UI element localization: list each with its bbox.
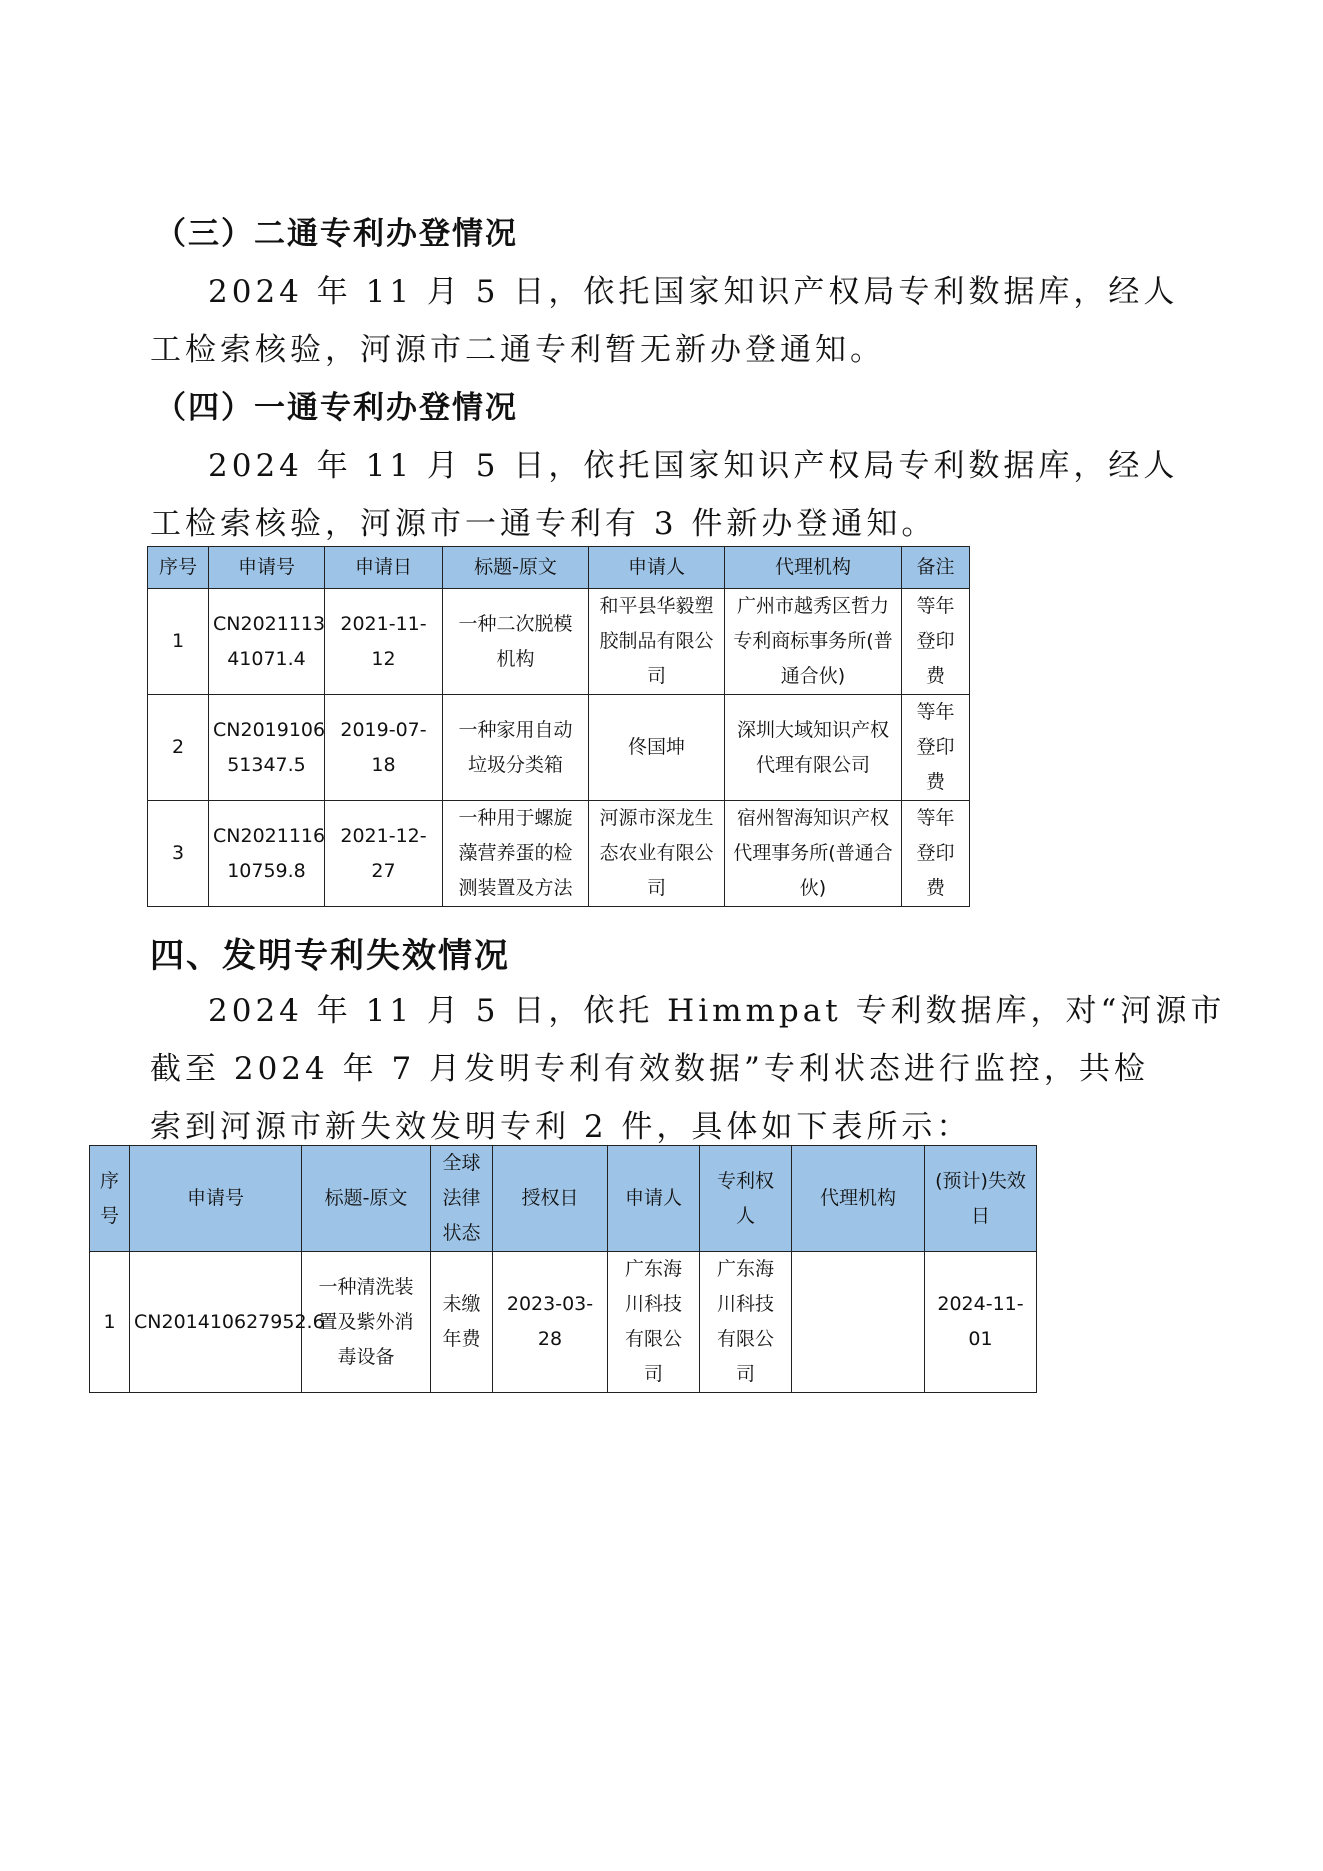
header-agency: 代理机构	[792, 1146, 925, 1252]
header-agency: 代理机构	[725, 547, 902, 589]
section-3-title: （三）二通专利办登情况	[155, 216, 518, 252]
cell-legal-status: 未缴 年费	[431, 1252, 493, 1393]
cell-patent-holder: 广东海 川科技 有限公 司	[700, 1252, 792, 1393]
section-main-para-line3: 索到河源市新失效发明专利 2 件，具体如下表所示：	[150, 1109, 972, 1145]
header-no: 序号	[148, 547, 209, 589]
cell-no: 1	[90, 1252, 130, 1393]
cell-no: 3	[148, 801, 209, 907]
table-header-row	[90, 1146, 1037, 1252]
cell-agency: 宿州智海知识产权 代理事务所(普通合 伙)	[725, 801, 902, 907]
header-patent-holder: 专利权 人	[700, 1146, 792, 1252]
cell-expire-date: 2024-11-01	[925, 1252, 1037, 1393]
cell-title: 一种二次脱模 机构	[443, 589, 589, 695]
table-expired-patents	[89, 1145, 1037, 1393]
cell-grant-date: 2023-03-28	[493, 1252, 608, 1393]
table-row	[148, 801, 970, 907]
cell-note: 等年 登印 费	[902, 695, 970, 801]
cell-app-no: CN2021116 10759.8	[209, 801, 325, 907]
header-app-date: 申请日	[325, 547, 443, 589]
header-title: 标题-原文	[302, 1146, 431, 1252]
header-title: 标题-原文	[443, 547, 589, 589]
cell-agency	[792, 1252, 925, 1393]
header-app-no: 申请号	[130, 1146, 302, 1252]
header-grant-date: 授权日	[493, 1146, 608, 1252]
cell-agency: 广州市越秀区哲力 专利商标事务所(普 通合伙)	[725, 589, 902, 695]
cell-note: 等年 登印 费	[902, 801, 970, 907]
cell-title: 一种家用自动 垃圾分类箱	[443, 695, 589, 801]
cell-app-date: 2019-07-18	[325, 695, 443, 801]
cell-app-date: 2021-11-12	[325, 589, 443, 695]
header-expire-date: (预计)失效 日	[925, 1146, 1037, 1252]
table-row	[148, 589, 970, 695]
cell-app-date: 2021-12-27	[325, 801, 443, 907]
cell-app-no: CN201410627952.6	[130, 1252, 302, 1393]
cell-applicant: 和平县华毅塑 胶制品有限公 司	[589, 589, 725, 695]
section-main-title: 四、发明专利失效情况	[150, 936, 510, 976]
cell-app-no: CN2021113 41071.4	[209, 589, 325, 695]
table-row	[148, 695, 970, 801]
cell-no: 2	[148, 695, 209, 801]
table-row	[90, 1252, 1037, 1393]
header-legal-status: 全球 法律 状态	[431, 1146, 493, 1252]
cell-applicant: 河源市深龙生 态农业有限公 司	[589, 801, 725, 907]
cell-agency: 深圳大域知识产权 代理有限公司	[725, 695, 902, 801]
header-note: 备注	[902, 547, 970, 589]
cell-applicant: 佟国坤	[589, 695, 725, 801]
section-main-para-line2: 截至 2024 年 7 月发明专利有效数据”专利状态进行监控，共检	[150, 1051, 1149, 1087]
section-3-para-line2: 工检索核验，河源市二通专利暂无新办登通知。	[150, 332, 885, 368]
cell-title: 一种用于螺旋 藻营养蛋的检 测装置及方法	[443, 801, 589, 907]
cell-applicant: 广东海 川科技 有限公 司	[608, 1252, 700, 1393]
section-4-sub-para-line2: 工检索核验，河源市一通专利有 3 件新办登通知。	[150, 506, 937, 542]
section-4-sub-title: （四）一通专利办登情况	[155, 390, 518, 426]
cell-title: 一种清洗装 置及紫外消 毒设备	[302, 1252, 431, 1393]
cell-note: 等年 登印 费	[902, 589, 970, 695]
cell-app-no: CN2019106 51347.5	[209, 695, 325, 801]
header-applicant: 申请人	[608, 1146, 700, 1252]
section-3-para-line1: 2024 年 11 月 5 日，依托国家知识产权局专利数据库，经人	[208, 274, 1179, 310]
header-applicant: 申请人	[589, 547, 725, 589]
section-main-para-line1: 2024 年 11 月 5 日，依托 Himmpat 专利数据库，对“河源市	[208, 993, 1226, 1029]
section-4-sub-para-line1: 2024 年 11 月 5 日，依托国家知识产权局专利数据库，经人	[208, 448, 1179, 484]
cell-no: 1	[148, 589, 209, 695]
table-header-row	[148, 547, 970, 589]
header-no: 序 号	[90, 1146, 130, 1252]
header-app-no: 申请号	[209, 547, 325, 589]
table-new-registrations	[147, 546, 970, 907]
